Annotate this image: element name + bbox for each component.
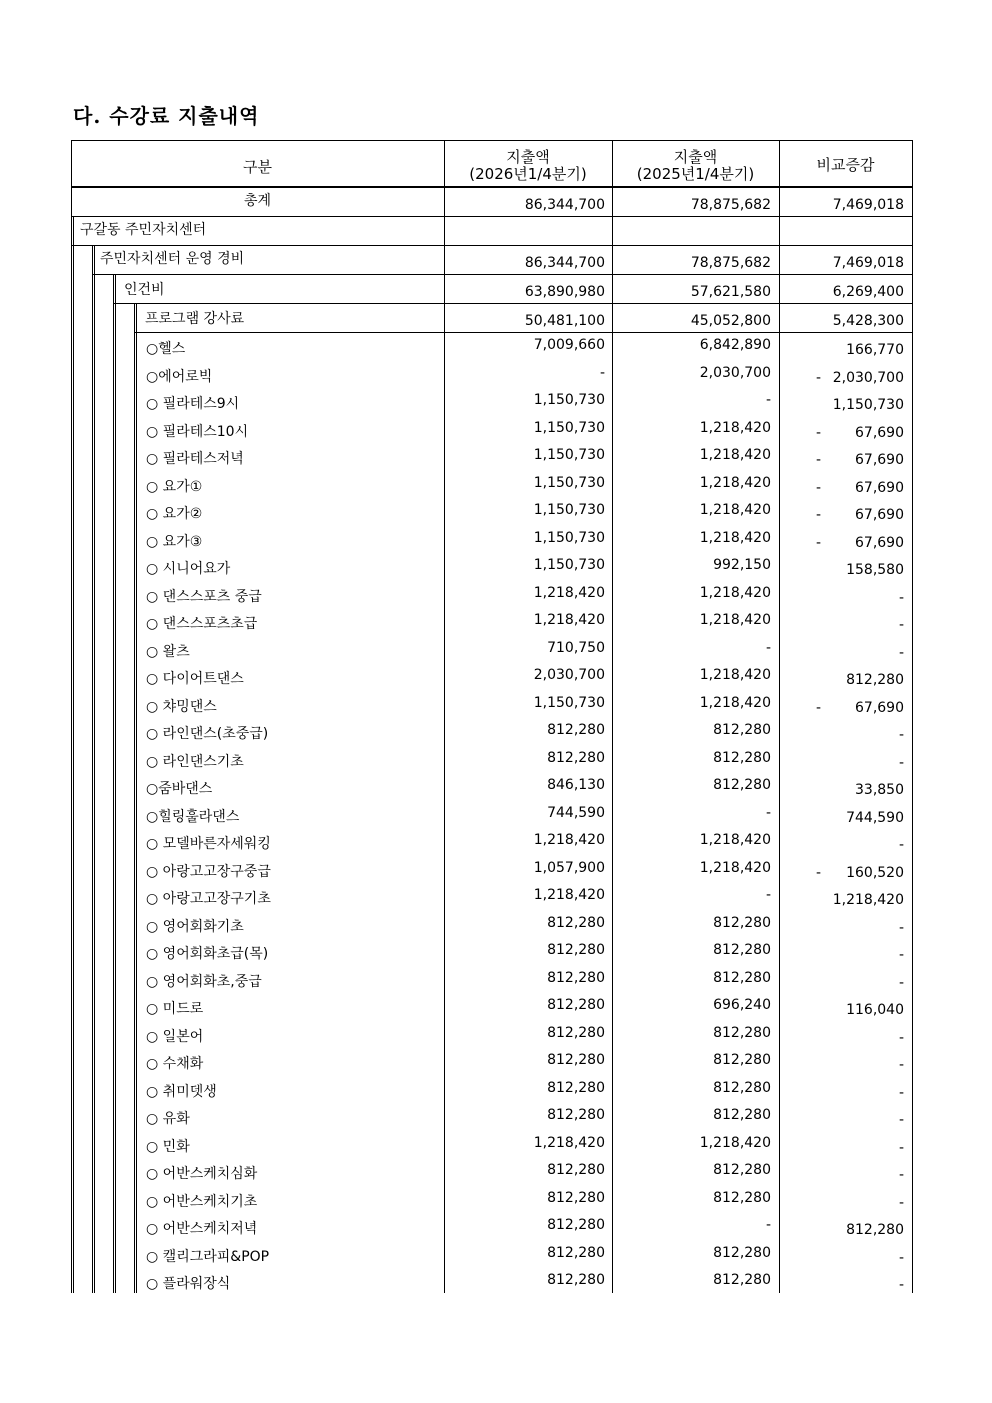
item-label: ○헬스 <box>146 341 186 357</box>
item-v1: 1,218,420 <box>533 832 605 848</box>
item-v3-sign: - <box>816 370 822 386</box>
total-v3: 7,469,018 <box>832 197 904 213</box>
item-v2: 812,280 <box>713 1190 771 1206</box>
item-v1: 812,280 <box>547 1107 605 1123</box>
item-label: ○ 다이어트댄스 <box>146 671 244 687</box>
program-v3: 5,428,300 <box>832 313 904 329</box>
item-v1: 2,030,700 <box>533 667 605 683</box>
item-v3: 166,770 <box>846 342 904 358</box>
item-v2: - <box>765 640 771 656</box>
item-label: ○에어로빅 <box>146 369 213 385</box>
item-v3: 812,280 <box>846 1222 904 1238</box>
indent-line-4 <box>134 304 135 1293</box>
item-v3: 67,690 <box>855 507 904 523</box>
item-label: ○ 민화 <box>146 1139 190 1155</box>
item-v3-sign: - <box>816 700 822 716</box>
total-v2: 78,875,682 <box>690 197 771 213</box>
item-v1: 812,280 <box>547 1025 605 1041</box>
item-v3: 1,218,420 <box>832 892 904 908</box>
row-sep-group <box>71 245 913 246</box>
item-label: ○ 댄스스포츠 중급 <box>146 589 262 605</box>
item-v2: 1,218,420 <box>699 860 771 876</box>
indent-line-1b <box>73 217 74 1293</box>
item-v1: 812,280 <box>547 722 605 738</box>
item-v3: - <box>898 1277 904 1293</box>
row-sep-subgroup <box>92 274 913 275</box>
item-v3: - <box>898 1140 904 1156</box>
item-v1: 1,218,420 <box>533 1135 605 1151</box>
item-v1: 744,590 <box>547 805 605 821</box>
item-v1: 1,150,730 <box>533 502 605 518</box>
item-label: ○ 필라테스저녁 <box>146 451 244 467</box>
subgroup-v1: 86,344,700 <box>524 255 605 271</box>
item-v3-sign: - <box>816 452 822 468</box>
item-v2: - <box>765 805 771 821</box>
item-v1: 812,280 <box>547 915 605 931</box>
table-top-border <box>71 140 913 141</box>
item-v1: 812,280 <box>547 1080 605 1096</box>
item-label: ○ 취미뎃생 <box>146 1084 217 1100</box>
item-v2: 2,030,700 <box>699 365 771 381</box>
item-label: ○ 영어회화초,중급 <box>146 974 262 990</box>
item-v3-sign: - <box>816 425 822 441</box>
item-v3: 67,690 <box>855 452 904 468</box>
item-v2: 1,218,420 <box>699 447 771 463</box>
item-label: ○ 어반스케치기초 <box>146 1194 258 1210</box>
item-v2: 812,280 <box>713 1025 771 1041</box>
item-v1: - <box>599 365 605 381</box>
item-label: ○힐링훌라댄스 <box>146 809 240 825</box>
item-label: ○ 요가① <box>146 479 203 495</box>
item-v2: - <box>765 887 771 903</box>
item-label: ○ 어반스케치저녁 <box>146 1221 258 1237</box>
program-label: 프로그램 강사료 <box>145 311 245 327</box>
indent-line-1 <box>71 217 72 1293</box>
item-v1: 812,280 <box>547 1162 605 1178</box>
total-label: 총계 <box>243 193 272 209</box>
item-v2: 812,280 <box>713 722 771 738</box>
item-v3-sign: - <box>816 507 822 523</box>
total-v1: 86,344,700 <box>524 197 605 213</box>
indent-line-2b <box>94 246 95 1293</box>
item-v2: 812,280 <box>713 1107 771 1123</box>
header-col1-line1: 지출액 <box>506 148 550 166</box>
item-v1: 710,750 <box>547 640 605 656</box>
header-col2-line2: (2025년1/4분기) <box>636 165 755 183</box>
indent-line-2 <box>92 246 93 1293</box>
expense-table <box>71 140 913 1293</box>
indent-line-4b <box>136 304 137 1293</box>
item-v2: 812,280 <box>713 1162 771 1178</box>
subgroup-v3: 7,469,018 <box>832 255 904 271</box>
program-v1: 50,481,100 <box>524 313 605 329</box>
item-v1: 7,009,660 <box>533 337 605 353</box>
item-v3: 67,690 <box>855 535 904 551</box>
item-v3: 67,690 <box>855 425 904 441</box>
item-v1: 1,150,730 <box>533 557 605 573</box>
item-label: ○ 필라테스10시 <box>146 424 249 440</box>
item-v3-sign: - <box>816 865 822 881</box>
header-category: 구분 <box>243 158 272 176</box>
item-v3: - <box>898 1195 904 1211</box>
item-v3: - <box>898 947 904 963</box>
item-v3: 1,150,730 <box>832 397 904 413</box>
item-v2: 992,150 <box>713 557 771 573</box>
item-label: ○ 필라테스9시 <box>146 396 240 412</box>
item-v1: 1,150,730 <box>533 447 605 463</box>
item-v2: 1,218,420 <box>699 832 771 848</box>
indent-line-3b <box>115 275 116 1293</box>
item-v3: - <box>898 590 904 606</box>
item-v3-sign: - <box>816 480 822 496</box>
item-label: ○ 아랑고고장구중급 <box>146 864 271 880</box>
item-v2: 1,218,420 <box>699 667 771 683</box>
item-v3: - <box>898 617 904 633</box>
item-v3: - <box>898 837 904 853</box>
personnel-v1: 63,890,980 <box>524 284 605 300</box>
item-label: ○ 캘리그라피&POP <box>146 1249 270 1265</box>
item-v2: 1,218,420 <box>699 420 771 436</box>
item-v3: - <box>898 1167 904 1183</box>
item-v2: - <box>765 1217 771 1233</box>
item-v1: 1,150,730 <box>533 420 605 436</box>
item-label: ○ 라인댄스기초 <box>146 754 244 770</box>
item-label: ○ 유화 <box>146 1111 190 1127</box>
item-v1: 812,280 <box>547 750 605 766</box>
item-v2: 812,280 <box>713 1052 771 1068</box>
item-v2: 1,218,420 <box>699 585 771 601</box>
item-v2: 812,280 <box>713 777 771 793</box>
item-v3-sign: - <box>816 535 822 551</box>
item-label: ○ 수채화 <box>146 1056 204 1072</box>
header-col1-line2: (2026년1/4분기) <box>469 165 587 183</box>
item-v1: 1,218,420 <box>533 887 605 903</box>
item-v1: 812,280 <box>547 1272 605 1288</box>
header-col3: 비교증감 <box>816 156 875 174</box>
section-title: 다. 수강료 지출내역 <box>73 104 260 128</box>
item-v3: - <box>898 975 904 991</box>
item-v2: 812,280 <box>713 942 771 958</box>
item-v1: 812,280 <box>547 1217 605 1233</box>
item-v2: 1,218,420 <box>699 612 771 628</box>
item-v2: - <box>765 392 771 408</box>
item-v3: 67,690 <box>855 480 904 496</box>
item-v3: - <box>898 727 904 743</box>
item-label: ○ 영어회화기초 <box>146 919 244 935</box>
item-v2: 1,218,420 <box>699 530 771 546</box>
subgroup-v2: 78,875,682 <box>690 255 771 271</box>
item-v3: - <box>898 1112 904 1128</box>
program-v2: 45,052,800 <box>690 313 771 329</box>
item-label: ○ 모델바른자세워킹 <box>146 836 271 852</box>
item-label: ○ 시니어요가 <box>146 561 231 577</box>
item-v2: 696,240 <box>713 997 771 1013</box>
item-v3: 158,580 <box>846 562 904 578</box>
item-v1: 1,218,420 <box>533 585 605 601</box>
header-bottom-border <box>71 186 913 188</box>
item-v3: - <box>898 1057 904 1073</box>
personnel-label: 인건비 <box>124 282 165 298</box>
item-v3: - <box>898 920 904 936</box>
item-v3: - <box>898 1250 904 1266</box>
row-sep-total <box>71 216 913 217</box>
item-label: ○ 요가③ <box>146 534 203 550</box>
item-v2: 1,218,420 <box>699 1135 771 1151</box>
item-v2: 812,280 <box>713 1080 771 1096</box>
item-v3: 812,280 <box>846 672 904 688</box>
item-v2: 812,280 <box>713 1272 771 1288</box>
item-label: ○ 어반스케치심화 <box>146 1166 258 1182</box>
item-v2: 1,218,420 <box>699 502 771 518</box>
item-v2: 812,280 <box>713 970 771 986</box>
item-v1: 1,218,420 <box>533 612 605 628</box>
group-label: 구갈동 주민자치센터 <box>80 222 207 238</box>
item-v1: 812,280 <box>547 942 605 958</box>
item-v1: 812,280 <box>547 1245 605 1261</box>
item-label: ○ 플라워장식 <box>146 1276 231 1292</box>
item-v1: 1,150,730 <box>533 695 605 711</box>
item-label: ○ 라인댄스(초중급) <box>146 726 269 742</box>
item-v3: 33,850 <box>855 782 904 798</box>
item-v1: 846,130 <box>547 777 605 793</box>
item-v3: 744,590 <box>846 810 904 826</box>
item-v2: 6,842,890 <box>699 337 771 353</box>
item-label: ○ 챠밍댄스 <box>146 699 217 715</box>
item-v3: - <box>898 645 904 661</box>
table-right-border <box>912 140 913 1293</box>
item-v3: - <box>898 755 904 771</box>
item-v2: 812,280 <box>713 750 771 766</box>
item-v1: 1,150,730 <box>533 475 605 491</box>
item-label: ○ 일본어 <box>146 1029 204 1045</box>
item-label: ○ 아랑고고장구기초 <box>146 891 271 907</box>
item-label: ○ 요가② <box>146 506 203 522</box>
item-v1: 1,150,730 <box>533 392 605 408</box>
item-v3: 2,030,700 <box>832 370 904 386</box>
item-v3: 116,040 <box>846 1002 904 1018</box>
indent-line-3 <box>113 275 114 1293</box>
item-v1: 812,280 <box>547 1190 605 1206</box>
item-label: ○ 미드로 <box>146 1001 204 1017</box>
item-v2: 1,218,420 <box>699 695 771 711</box>
row-sep-personnel <box>113 303 913 304</box>
item-label: ○ 영어회화초급(목) <box>146 946 269 962</box>
header-col2-line1: 지출액 <box>673 148 718 166</box>
item-label: ○ 댄스스포츠초급 <box>146 616 258 632</box>
item-v3: 160,520 <box>846 865 904 881</box>
item-v1: 1,057,900 <box>533 860 605 876</box>
item-v1: 812,280 <box>547 970 605 986</box>
personnel-v3: 6,269,400 <box>832 284 904 300</box>
personnel-v2: 57,621,580 <box>690 284 771 300</box>
item-v1: 812,280 <box>547 997 605 1013</box>
item-v2: 812,280 <box>713 1245 771 1261</box>
subgroup-label: 주민자치센터 운영 경비 <box>100 251 245 267</box>
item-v3: - <box>898 1085 904 1101</box>
item-v1: 1,150,730 <box>533 530 605 546</box>
item-v2: 1,218,420 <box>699 475 771 491</box>
item-v3: 67,690 <box>855 700 904 716</box>
row-sep-program <box>134 332 913 333</box>
item-v1: 812,280 <box>547 1052 605 1068</box>
item-label: ○줌바댄스 <box>146 781 213 797</box>
item-label: ○ 왈츠 <box>146 644 190 660</box>
item-v3: - <box>898 1030 904 1046</box>
item-v2: 812,280 <box>713 915 771 931</box>
